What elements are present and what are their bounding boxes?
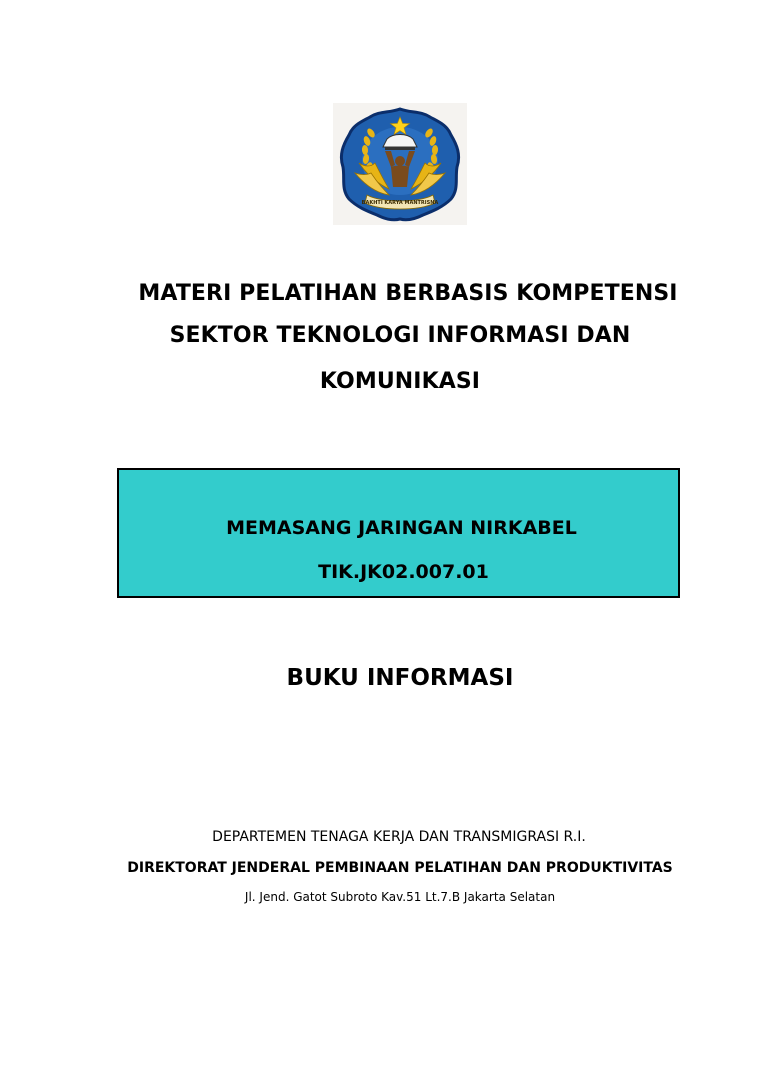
module-code: TIK.JK02.007.01 — [318, 561, 489, 583]
book-type-heading: BUKU INFORMASI — [286, 665, 514, 691]
logo — [333, 103, 467, 225]
title-line-1: MATERI PELATIHAN BERBASIS KOMPETENSI — [138, 281, 678, 306]
module-box — [117, 468, 680, 598]
title-line-3: KOMUNIKASI — [319, 369, 481, 394]
svg-text:BAKHTI KARYA MANTRISNA: BAKHTI KARYA MANTRISNA — [361, 200, 439, 206]
ministry-emblem-icon — [333, 103, 467, 225]
title-line-2: SEKTOR TEKNOLOGI INFORMASI DAN — [169, 323, 631, 348]
department-name: DEPARTEMEN TENAGA KERJA DAN TRANSMIGRASI R.I. — [212, 829, 586, 845]
module-title: MEMASANG JARINGAN NIRKABEL — [226, 517, 577, 539]
directorate-name: DIREKTORAT JENDERAL PEMBINAAN PELATIHAN DAN PRODUKTIVITAS — [127, 860, 673, 876]
office-address: Jl. Jend. Gatot Subroto Kav.51 Lt.7.B Jakarta Selatan — [244, 890, 556, 904]
